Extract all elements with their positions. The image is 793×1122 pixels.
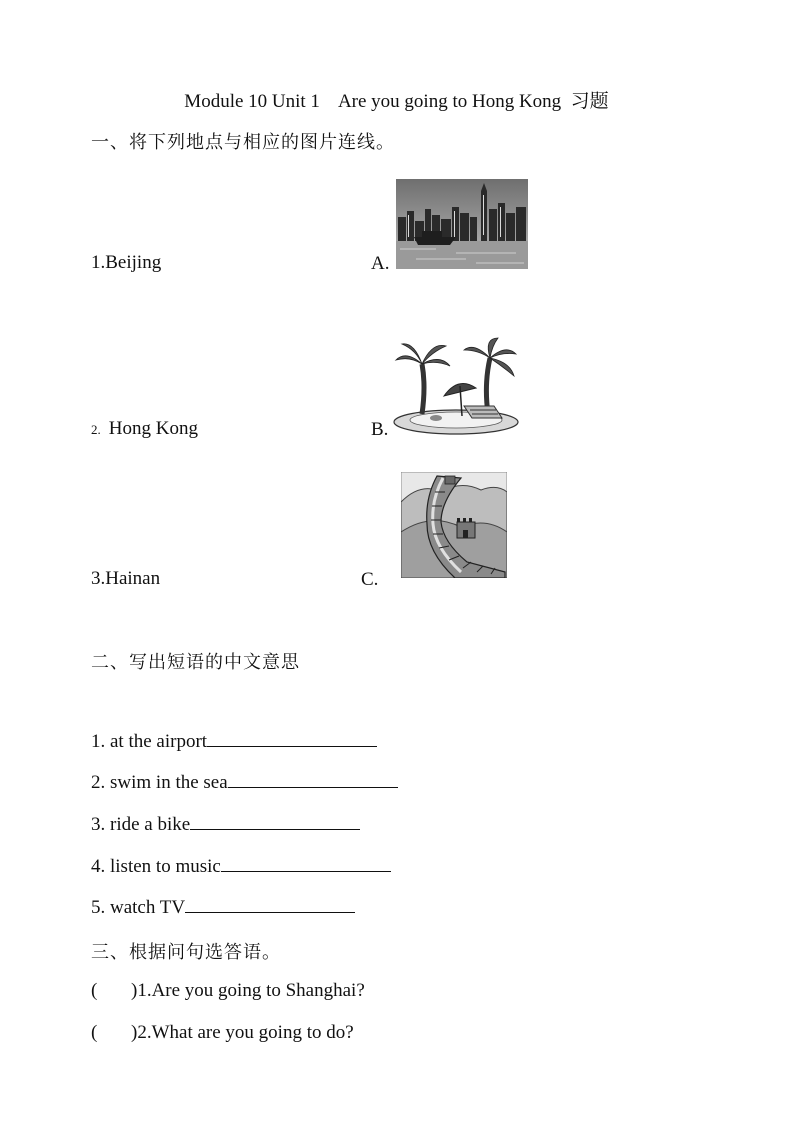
answer-blank[interactable]	[228, 786, 398, 788]
tropical-island-picture	[392, 336, 520, 436]
answer-blank[interactable]	[207, 745, 377, 747]
place-item-1	[91, 252, 161, 274]
place-name: Beijing	[105, 252, 162, 273]
phrase-text: 5. watch TV	[91, 897, 186, 918]
city-skyline-picture	[396, 179, 528, 269]
question-item-2	[91, 1022, 354, 1044]
answer-paren[interactable]: (	[91, 980, 98, 1001]
phrase-text: 3. ride a bike	[91, 814, 191, 835]
place-number: 3.	[91, 568, 106, 589]
title-question: Are you going to Hong Kong	[337, 91, 562, 112]
phrase-item-5	[91, 897, 355, 919]
phrase-item-3	[91, 814, 360, 836]
section-2-heading: 二、写出短语的中文意思	[91, 652, 300, 673]
question-text: )2.What are you going to do?	[131, 1022, 354, 1043]
option-letter-a: A.	[371, 253, 390, 274]
title-module: Module 10 Unit 1	[184, 91, 320, 112]
question-item-1	[91, 980, 365, 1002]
phrase-text: 2. swim in the sea	[91, 772, 228, 793]
phrase-text: 4. listen to music	[91, 856, 221, 877]
option-letter-c: C.	[361, 569, 379, 590]
phrase-item-1	[91, 731, 377, 753]
worksheet-title	[0, 86, 793, 113]
phrase-item-4	[91, 856, 391, 878]
section-3-heading: 三、根据问句选答语。	[91, 942, 281, 963]
place-number: 1.	[91, 252, 106, 273]
place-item-3	[91, 568, 160, 590]
phrase-item-2	[91, 772, 398, 794]
place-item-2	[91, 418, 198, 440]
answer-paren[interactable]: (	[91, 1022, 98, 1043]
answer-blank[interactable]	[190, 828, 360, 830]
place-number: 2.	[91, 422, 101, 437]
option-letter-b: B.	[371, 419, 389, 440]
question-text: )1.Are you going to Shanghai?	[131, 980, 365, 1001]
answer-blank[interactable]	[221, 870, 391, 872]
title-exercise: 习题	[570, 91, 609, 112]
place-name: Hong Kong	[108, 418, 198, 439]
phrase-text: 1. at the airport	[91, 731, 208, 752]
great-wall-picture	[401, 472, 507, 578]
answer-blank[interactable]	[185, 911, 355, 913]
section-1-heading: 一、将下列地点与相应的图片连线。	[91, 132, 395, 153]
place-name: Hainan	[105, 568, 161, 589]
